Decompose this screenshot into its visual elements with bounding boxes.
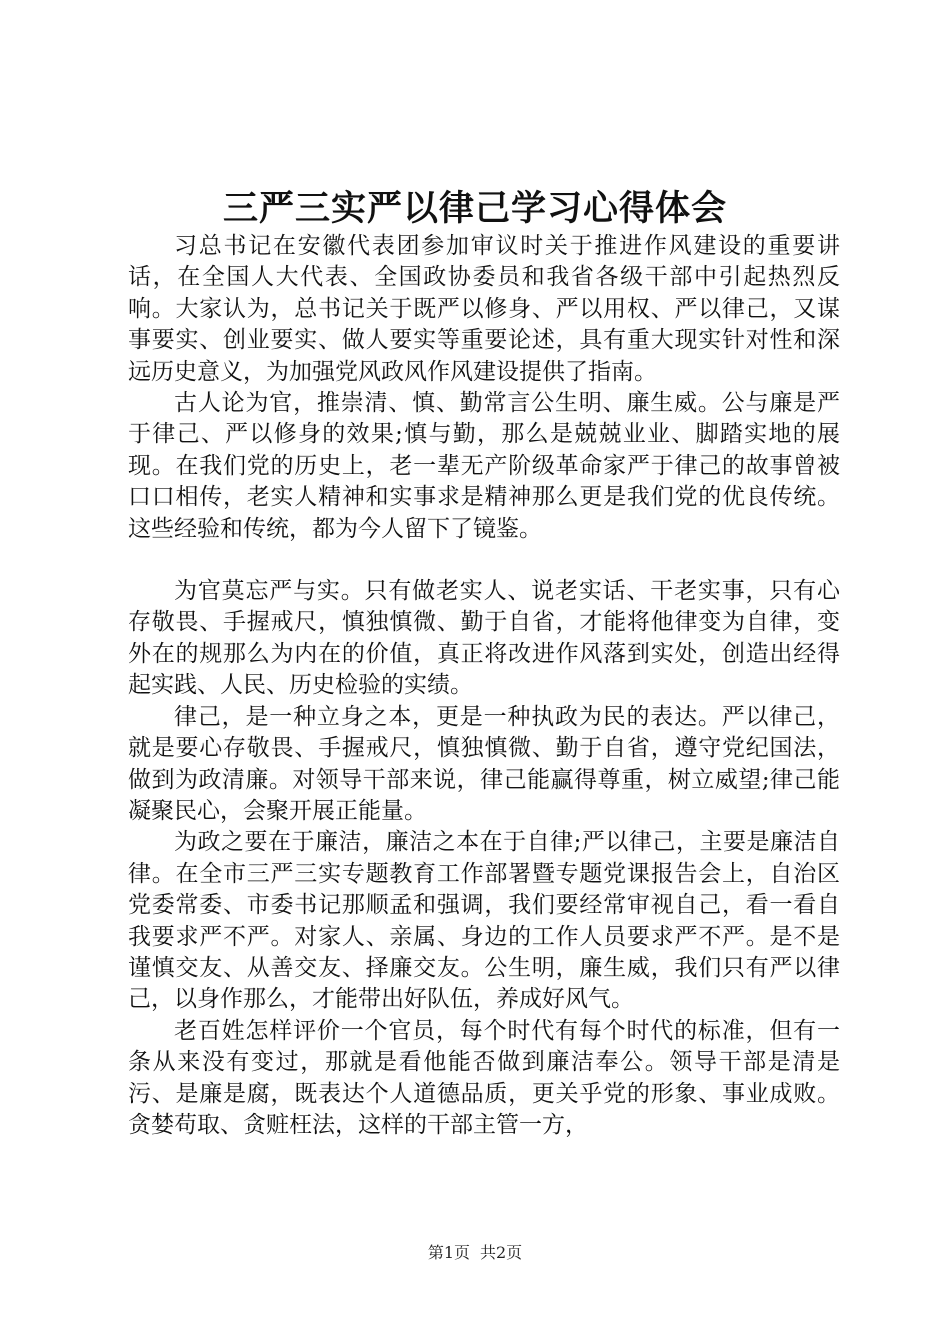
page-footer xyxy=(0,1243,950,1263)
document-body xyxy=(128,231,840,1141)
paragraph: 古人论为官，推崇清、慎、勤常言公生明、廉生威。公与廉是严于律己、严以修身的效果;慎与勤，那么是兢兢业业、脚踏实地的展现。在我们党的历史上，老一辈无产阶级革命家严于律己的故事曾被口口相传，老实人精神和实事求是精神那么更是我们党的优良传统。这些经验和传统，都为今人留下了镜鉴。 xyxy=(128,390,840,542)
paragraph: 为政之要在于廉洁，廉洁之本在于自律;严以律己，主要是廉洁自律。在全市三严三实专题教育工作部署暨专题党课报告会上，自治区党委常委、市委书记那顺孟和强调，我们要经常审视自己，看一看自我要求严不严。对家人、亲属、身边的工作人员要求严不严。是不是谨慎交友、从善交友、择廉交友。公生明，廉生威，我们只有严以律己，以身作那么，才能带出好队伍，养成好风气。 xyxy=(128,829,840,1013)
paragraph: 为官莫忘严与实。只有做老实人、说老实话、干老实事，只有心存敬畏、手握戒尺，慎独慎微、勤于自省，才能将他律变为自律，变外在的规那么为内在的价值，真正将改进作风落到实处，创造出经得起实践、人民、历史检验的实绩。 xyxy=(128,578,840,699)
page-total: 共2页 xyxy=(480,1243,523,1262)
paragraph: 律己，是一种立身之本，更是一种执政为民的表达。严以律己，就是要心存敬畏、手握戒尺，慎独慎微、勤于自省，遵守党纪国法，做到为政清廉。对领导干部来说，律己能赢得尊重，树立威望;律己能凝聚民心，会聚开展正能量。 xyxy=(128,703,840,824)
page-number: 第1页 xyxy=(427,1243,470,1262)
paragraph: 习总书记在安徽代表团参加审议时关于推进作风建设的重要讲话，在全国人大代表、全国政协委员和我省各级干部中引起热烈反响。大家认为，总书记关于既严以修身、严以用权、严以律己，又谋事要实、创业要实、做人要实等重要论述，具有重大现实针对性和深远历史意义，为加强党风政风作风建设提供了指南。 xyxy=(128,233,840,385)
paragraph: 老百姓怎样评价一个官员，每个时代有每个时代的标准，但有一条从来没有变过，那就是看他能否做到廉洁奉公。领导干部是清是污、是廉是腐，既表达个人道德品质，更关乎党的形象、事业成败。贪婪苟取、贪赃枉法，这样的干部主管一方， xyxy=(128,1017,840,1138)
document-title: 三严三实严以律己学习心得体会 xyxy=(222,188,727,229)
